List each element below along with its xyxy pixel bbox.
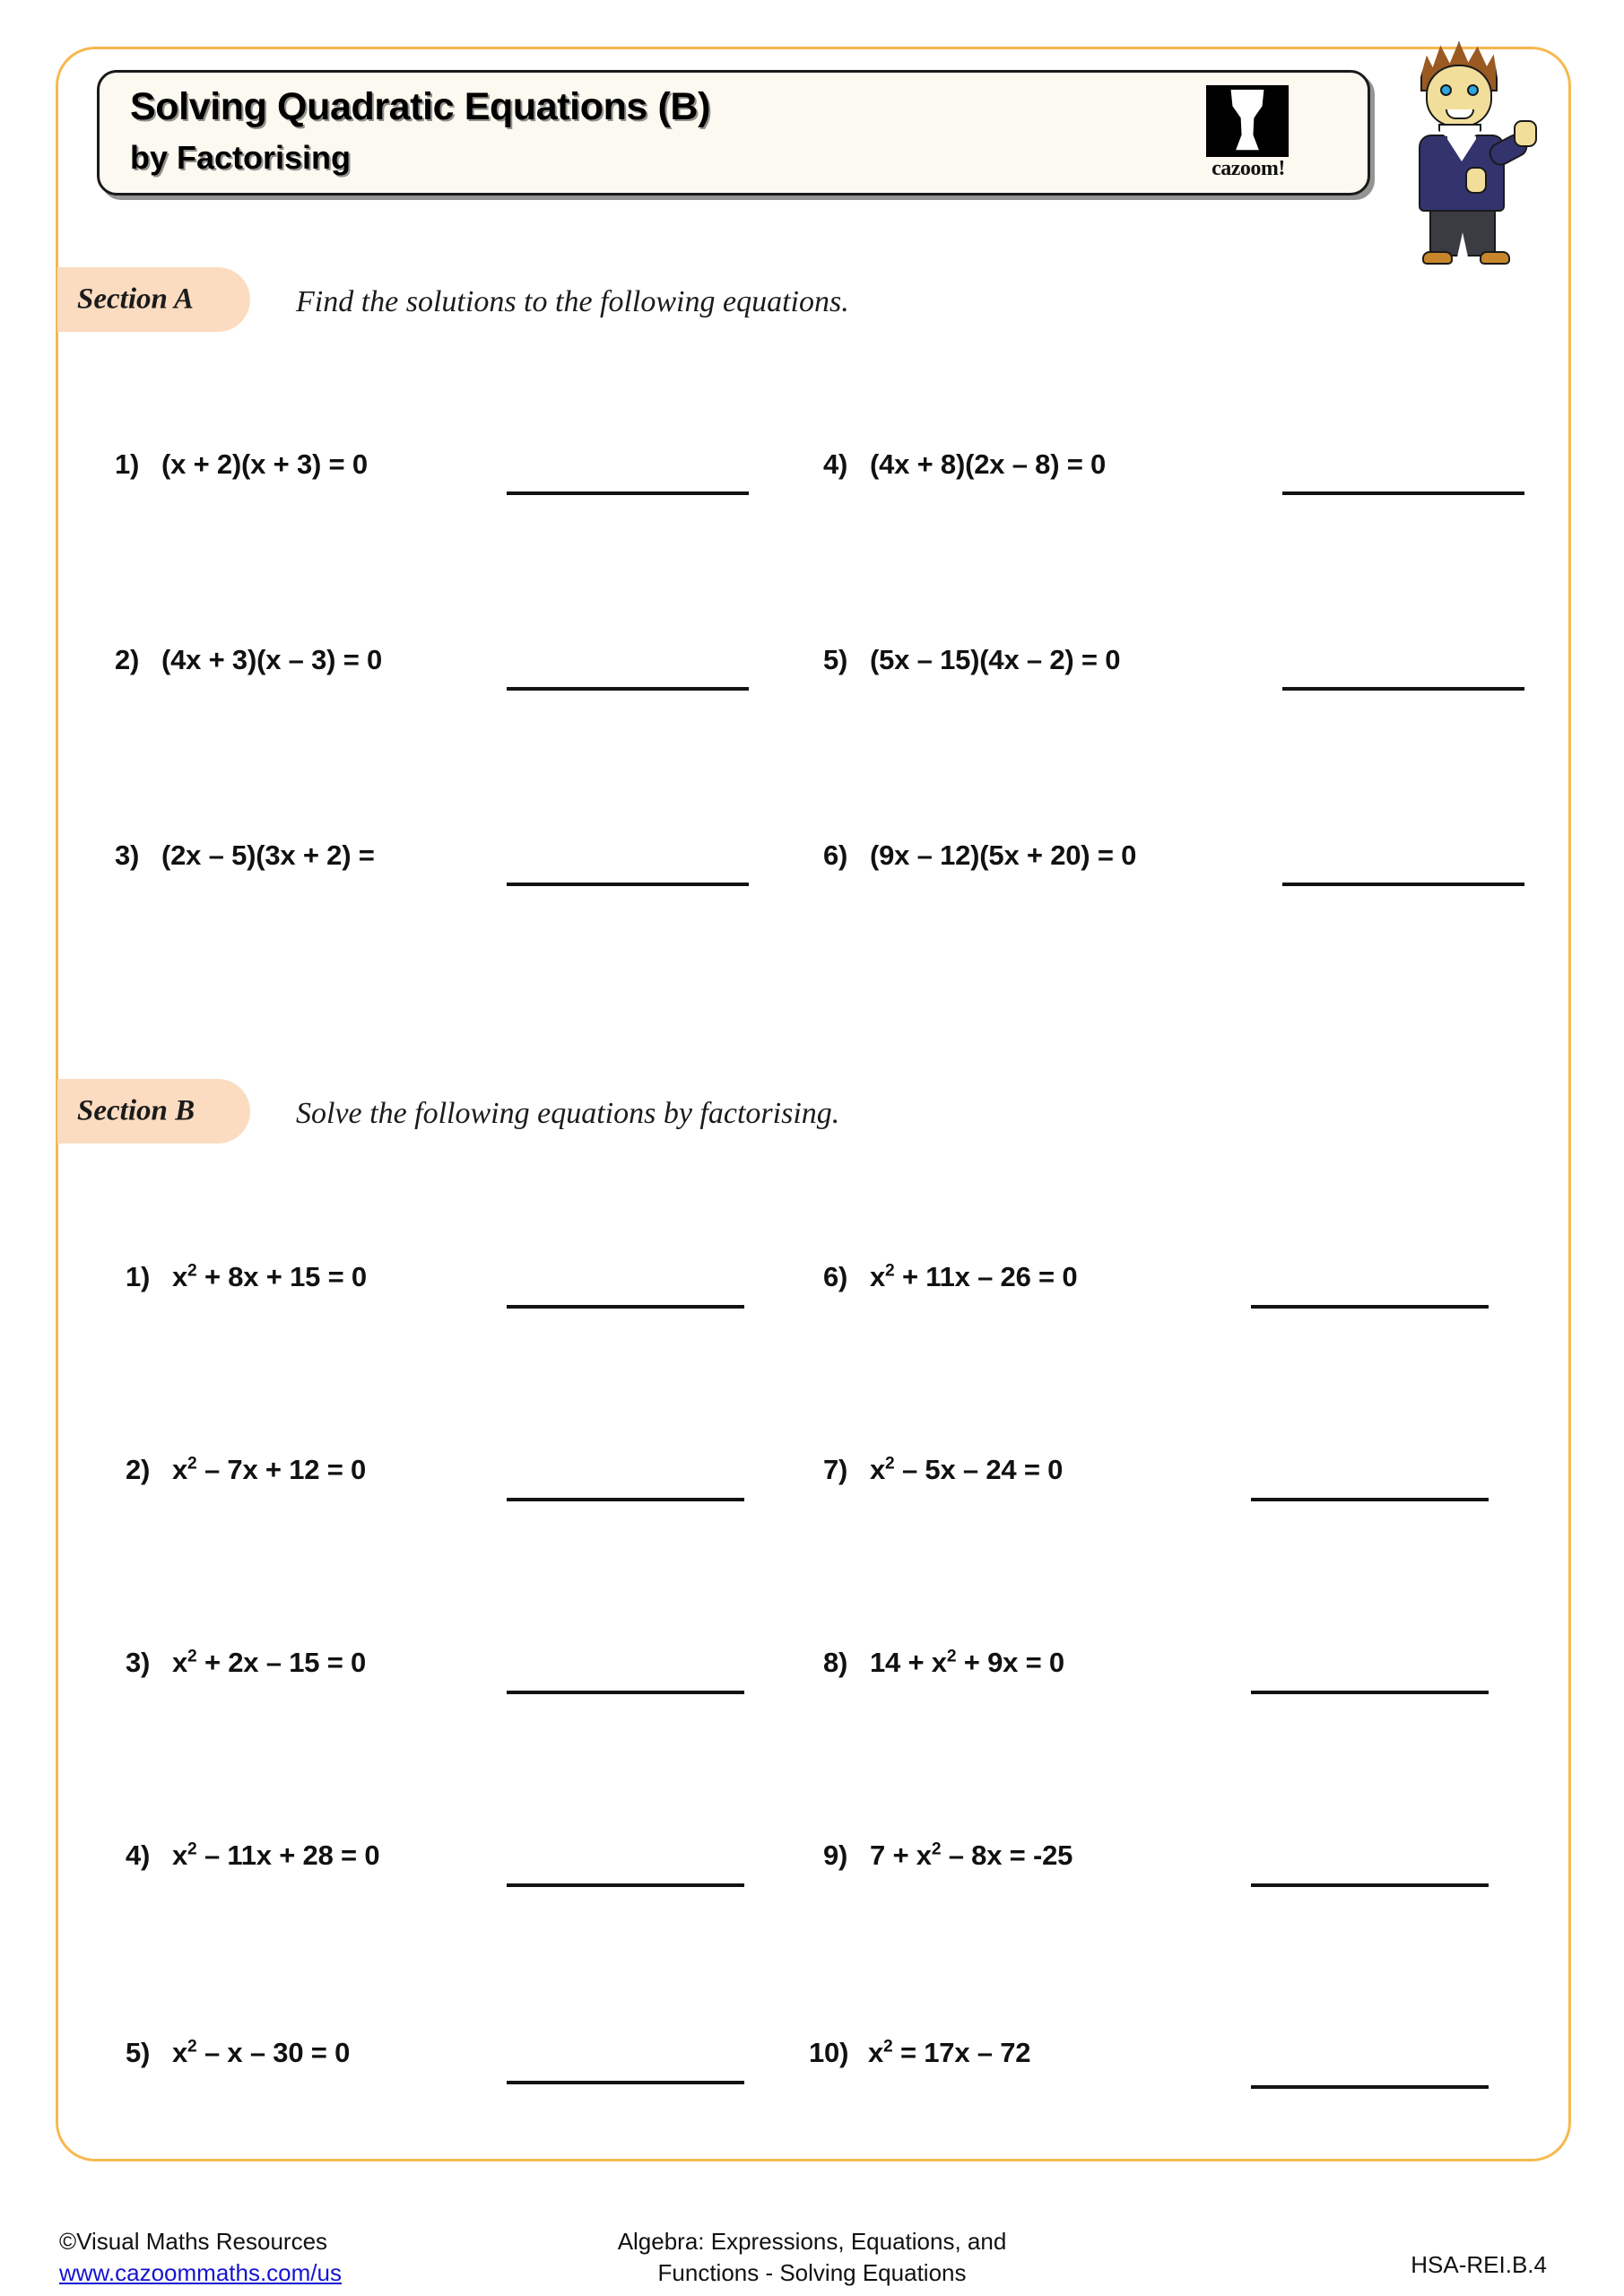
question-equation: (x + 2)(x + 3) = 0	[161, 448, 368, 480]
section-b-question-6	[823, 1261, 1077, 1293]
mascot-eye-right	[1467, 84, 1479, 96]
question-number: 2)	[126, 1454, 151, 1485]
question-equation: (9x – 12)(5x + 20) = 0	[870, 839, 1137, 871]
answer-line-b6[interactable]	[1251, 1305, 1489, 1309]
question-equation: $x^2 = 17x - 72$	[868, 2037, 1031, 2068]
answer-line-b5[interactable]	[507, 2081, 744, 2084]
section-a-label: Section A	[77, 283, 194, 316]
section-b-question-2	[126, 1454, 366, 1486]
question-equation: $x^2 + 2x - 15 = 0$	[172, 1647, 367, 1678]
answer-line-b8[interactable]	[1251, 1691, 1489, 1694]
answer-line-a2[interactable]	[507, 687, 749, 691]
question-number: 4)	[823, 448, 848, 480]
question-number: 6)	[823, 839, 848, 871]
footer-copyright: ©Visual Maths Resources	[59, 2228, 328, 2255]
answer-line-b1[interactable]	[507, 1305, 744, 1309]
question-number: 3)	[126, 1647, 151, 1678]
section-b-label: Section B	[77, 1094, 195, 1127]
question-equation: (5x – 15)(4x – 2) = 0	[870, 644, 1121, 675]
question-equation: $7 + x^2 - 8x = -25$	[870, 1839, 1073, 1871]
question-number: 8)	[823, 1647, 848, 1678]
section-a-question-4	[823, 448, 1106, 481]
cazoom-logo-text: cazoom!	[1211, 157, 1285, 180]
question-equation: (2x – 5)(3x + 2) =	[161, 839, 375, 871]
question-equation: (4x + 8)(2x – 8) = 0	[870, 448, 1107, 480]
question-number: 6)	[823, 1261, 848, 1292]
question-number: 1)	[126, 1261, 151, 1292]
section-b-question-1	[126, 1261, 367, 1293]
title-banner	[97, 70, 1370, 196]
answer-line-b4[interactable]	[507, 1883, 744, 1887]
answer-line-a3[interactable]	[507, 883, 749, 886]
question-equation: $x^2 - x - 30 = 0$	[172, 2037, 351, 2068]
answer-line-a1[interactable]	[507, 491, 749, 495]
question-number: 10)	[809, 2037, 849, 2068]
answer-line-a4[interactable]	[1282, 491, 1524, 495]
section-b-question-4	[126, 1839, 379, 1872]
goblet-shape	[1227, 90, 1268, 152]
question-number: 1)	[115, 448, 140, 480]
section-b-question-8	[823, 1647, 1064, 1679]
answer-line-b3[interactable]	[507, 1691, 744, 1694]
worksheet-subtitle: by Factorising	[130, 139, 352, 176]
answer-line-a5[interactable]	[1282, 687, 1524, 691]
question-number: 3)	[115, 839, 140, 871]
section-a-band	[57, 267, 250, 332]
mascot-eye-left	[1440, 84, 1452, 96]
answer-line-b7[interactable]	[1251, 1498, 1489, 1501]
answer-line-b10[interactable]	[1251, 2085, 1489, 2089]
footer-standard-code: HSA-REI.B.4	[1411, 2251, 1547, 2278]
question-number: 5)	[823, 644, 848, 675]
question-equation: $14 + x^2 + 9x = 0$	[870, 1647, 1064, 1678]
section-b-instruction: Solve the following equations by factorising.	[296, 1097, 840, 1130]
cartoon-boy-mascot-icon	[1395, 41, 1539, 265]
section-b-question-7	[823, 1454, 1063, 1486]
cazoom-goblet-icon	[1206, 85, 1289, 157]
question-equation: $x^2 + 11x - 26 = 0$	[870, 1261, 1078, 1292]
mascot-shoe-left	[1422, 251, 1453, 265]
mascot-hand-right	[1514, 120, 1537, 147]
answer-line-a6[interactable]	[1282, 883, 1524, 886]
mascot-hand-center	[1465, 167, 1487, 194]
question-equation: (4x + 3)(x – 3) = 0	[161, 644, 383, 675]
mascot-shoe-right	[1480, 251, 1510, 265]
footer-website-link[interactable]: www.cazoommaths.com/us	[59, 2258, 342, 2286]
question-equation: $x^2 + 8x + 15 = 0$	[172, 1261, 367, 1292]
question-equation: $x^2 - 5x - 24 = 0$	[870, 1454, 1064, 1485]
section-a-question-2	[115, 644, 382, 676]
cazoom-logo	[1181, 85, 1333, 186]
section-b-question-5	[126, 2037, 350, 2069]
answer-line-b9[interactable]	[1251, 1883, 1489, 1887]
section-a-question-3	[115, 839, 375, 872]
question-number: 4)	[126, 1839, 151, 1871]
question-number: 9)	[823, 1839, 848, 1871]
worksheet-title: Solving Quadratic Equations (B)	[130, 85, 710, 128]
section-a-instruction: Find the solutions to the following equations.	[296, 285, 849, 318]
section-a-question-6	[823, 839, 1136, 872]
question-equation: $x^2 - 7x + 12 = 0$	[172, 1454, 367, 1485]
section-b-question-10	[809, 2037, 1030, 2069]
mascot-trousers	[1429, 206, 1496, 257]
question-number: 7)	[823, 1454, 848, 1485]
footer-topic-line-2: Functions - Solving Equations	[657, 2258, 967, 2286]
answer-line-b2[interactable]	[507, 1498, 744, 1501]
question-number: 5)	[126, 2037, 151, 2068]
footer-topic	[0, 2226, 1624, 2289]
section-a-question-5	[823, 644, 1120, 676]
footer-topic-line-1: Algebra: Expressions, Equations, and	[617, 2228, 1007, 2255]
question-equation: $x^2 - 11x + 28 = 0$	[172, 1839, 380, 1871]
section-b-question-3	[126, 1647, 366, 1679]
section-b-band	[57, 1079, 250, 1144]
section-a-question-1	[115, 448, 368, 481]
question-number: 2)	[115, 644, 140, 675]
section-b-question-9	[823, 1839, 1073, 1872]
